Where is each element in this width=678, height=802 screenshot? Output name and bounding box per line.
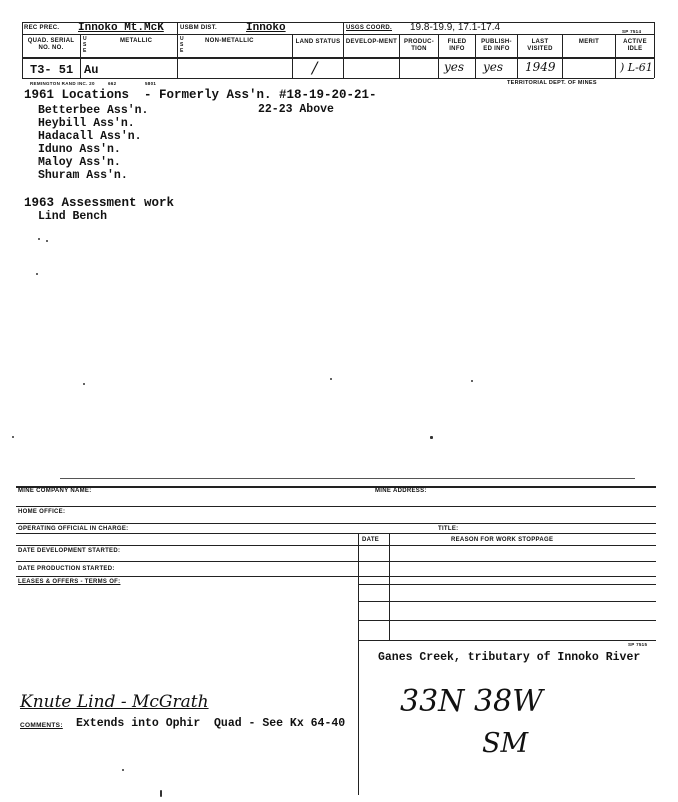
col-metallic: METALLIC xyxy=(120,38,153,44)
claim-item: Hadacall Ass'n. xyxy=(38,130,142,143)
comments-text: Extends into Ophir Quad - See Kx 64-40 xyxy=(76,717,346,730)
territorial-dept: TERRITORIAL DEPT. OF MINES xyxy=(507,80,597,86)
claim-item: Heybill Ass'n. xyxy=(38,117,135,130)
rec-prec-value: Innoko Mt.McK xyxy=(78,22,164,34)
usgs-coord-label: USGS COORD. xyxy=(346,25,392,31)
reason-label: REASON FOR WORK STOPPAGE xyxy=(451,537,554,543)
col-active-idle: ACTIVE IDLE xyxy=(623,39,647,52)
usgs-coord-value: 19.8-19.9, 17.1-17.4 xyxy=(410,22,501,33)
prod-started-label: DATE PRODUCTION STARTED: xyxy=(18,566,115,572)
claim-item: Maloy Ass'n. xyxy=(38,156,121,169)
claim-item: Shuram Ass'n. xyxy=(38,169,128,182)
date-label: DATE xyxy=(362,537,380,543)
meridian-sm: SM xyxy=(482,728,529,759)
usbm-dist-label: USBM DIST. xyxy=(180,25,218,31)
row-last-visited: 1949 xyxy=(525,60,556,74)
col-land-status: LAND STATUS xyxy=(295,39,341,45)
location-text: Ganes Creek, tributary of Innoko River xyxy=(378,651,641,664)
claim-item: Betterbee Ass'n. xyxy=(38,104,149,117)
dev-started-label: DATE DEVELOPMENT STARTED: xyxy=(18,548,121,554)
row-active-idle: ) L-61 xyxy=(620,61,653,74)
leases-label: LEASES & OFFERS - TERMS OF: xyxy=(18,579,121,585)
usbm-dist-value: Innoko xyxy=(246,22,286,34)
home-office-label: HOME OFFICE: xyxy=(18,509,66,515)
row-published-info: yes xyxy=(483,60,504,74)
form-number-bottom: SP 7515 xyxy=(628,642,648,647)
form-number-top: SP 7514 xyxy=(622,29,642,34)
assessment-work: 1963 Assessment work xyxy=(24,196,175,210)
township-range: 33N 38W xyxy=(400,684,543,719)
col-production: PRODUC-TION xyxy=(403,39,435,52)
form-code-2: 5801 xyxy=(145,81,157,86)
col-published-info: PUBLISH-ED INFO xyxy=(481,39,512,52)
signature: Knute Lind - McGrath xyxy=(20,692,209,712)
notes-line-2: 22-23 Above xyxy=(258,103,334,116)
col-quad-serial: QUAD. SERIAL NO. NO. xyxy=(27,38,75,51)
row-metallic: Au xyxy=(84,63,99,77)
row-quad-serial: T3- 51 xyxy=(30,63,74,77)
col-filed-info: FILED INFO xyxy=(447,39,467,52)
form-code-1: 662 xyxy=(108,81,117,86)
operating-official-label: OPERATING OFFICIAL IN CHARGE: xyxy=(18,526,129,532)
mine-company-label: MINE COMPANY NAME: xyxy=(18,488,92,494)
col-merit: MERIT xyxy=(578,39,600,45)
claim-item: Iduno Ass'n. xyxy=(38,143,121,156)
mine-address-label: MINE ADDRESS: xyxy=(375,488,427,494)
comments-label: COMMENTS: xyxy=(20,722,63,729)
rec-prec-label: REC PREC. xyxy=(24,25,60,31)
row-land-status: / xyxy=(312,58,318,77)
row-filed-info: yes xyxy=(444,60,465,74)
lind-bench: Lind Bench xyxy=(38,210,108,223)
col-development: DEVELOP-MENT xyxy=(345,39,398,45)
notes-line-1: 1961 Locations - Formerly Ass'n. #18-19-20-21- xyxy=(24,88,377,102)
title-label: TITLE: xyxy=(438,526,459,532)
col-last-visited: LAST VISITED xyxy=(527,39,553,52)
remington-imprint: REMINGTON RAND INC. 20 xyxy=(30,81,95,86)
col-u-nonmetallic: U S E xyxy=(180,36,184,54)
col-non-metallic: NON-METALLIC xyxy=(205,38,254,44)
col-u-metallic: U S E xyxy=(83,36,87,54)
